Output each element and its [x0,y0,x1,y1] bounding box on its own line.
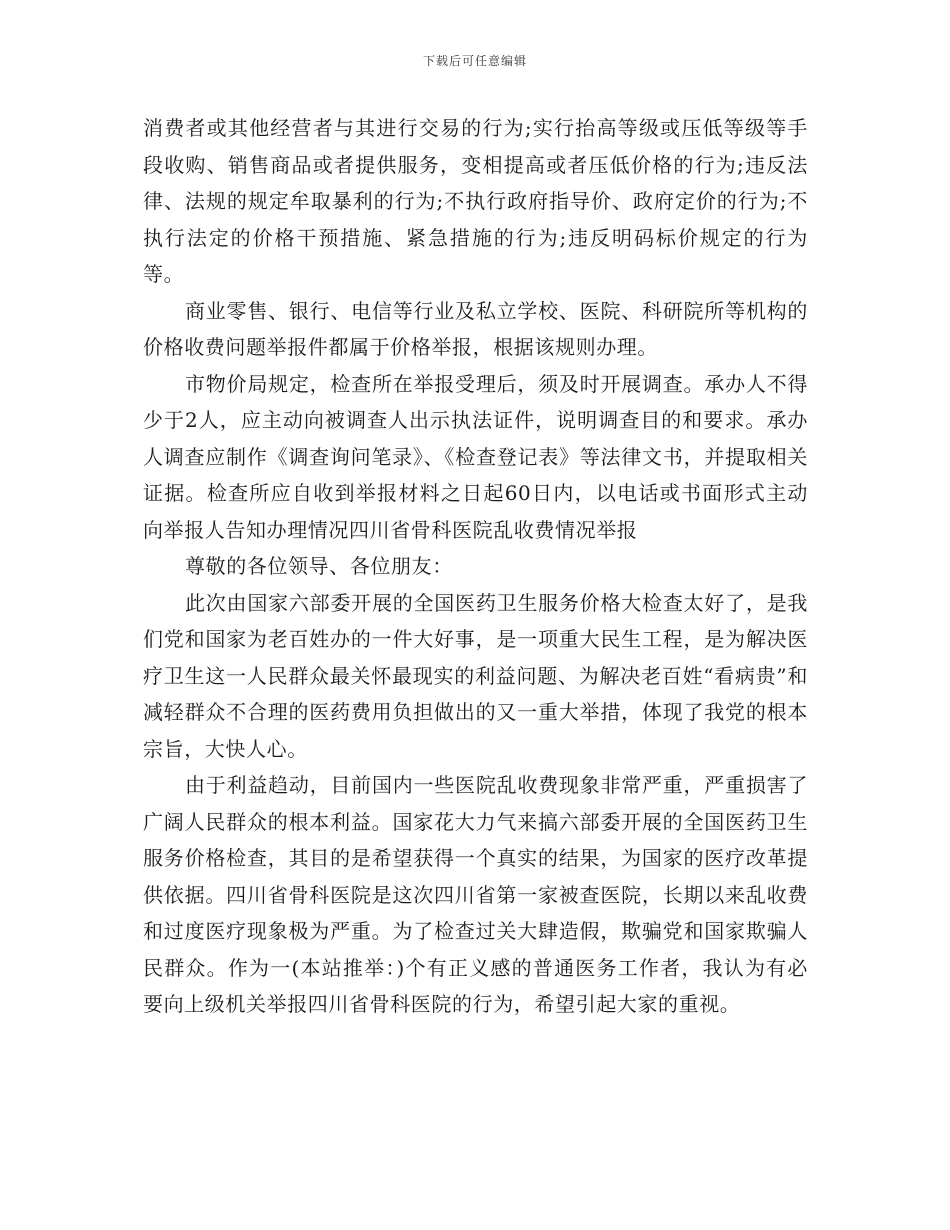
page-header-note: 下载后可任意编辑 [422,54,527,68]
document-body [143,110,808,1023]
paragraph-price-violations: 消费者或其他经营者与其进行交易的行为;实行抬高等级或压低等级等手段收购、销售商品或者提供服务，变相提高或者压低价格的行为;违反法律、法规的规定牟取暴利的行为;不执行政府指导价、政府定价的行为;不执行法定的价格干预措施、紧急措施的行为;违反明码标价规定的行为等。 [143,116,808,286]
paragraph-report-body: 由于利益趋动，目前国内一些医院乱收费现象非常严重，严重损害了广阔人民群众的根本利益。国家花大力气来搞六部委开展的全国医药卫生服务价格检查，其目的是希望获得一个真实的结果，为国家的医疗改革提供依据。四川省骨科医院是这次四川省第一家被查医院，长期以来乱收费和过度医疗现象极为严重。为了检查过关大肆造假，欺骗党和国家欺骗人民群众。作为一(本站推举：)个有正义感的普通医务工作者，我认为有必要向上级机关举报四川省骨科医院的行为，希望引起大家的重视。 [143,773,808,1016]
paragraph-salutation: 尊敬的各位领导、各位朋友： [185,554,453,578]
paragraph-inspection-praise: 此次由国家六部委开展的全国医药卫生服务价格大检查太好了，是我们党和国家为老百姓办的一件大好事，是一项重大民生工程，是为解决医疗卫生这一人民群众最关怀最现实的利益问题、为解决老百姓“看病贵”和减轻群众不合理的医药费用负担做出的又一重大举措，体现了我党的根本宗旨，大快人心。 [143,590,808,761]
paragraph-price-complaints-scope: 商业零售、银行、电信等行业及私立学校、医院、科研院所等机构的价格收费问题举报件都属于价格举报，根据该规则办理。 [143,298,808,359]
paragraph-investigation-rules: 市物价局规定，检查所在举报受理后，须及时开展调查。承办人不得少于2人，应主动向被调查人出示执法证件，说明调查目的和要求。承办人调查应制作《调查询问笔录》、《检查登记表》等法律文书，并提取相关证据。检查所应自收到举报材料之日起60日内，以电话或书面形式主动向举报人告知办理情况四川省骨科医院乱收费情况举报 [143,371,808,542]
